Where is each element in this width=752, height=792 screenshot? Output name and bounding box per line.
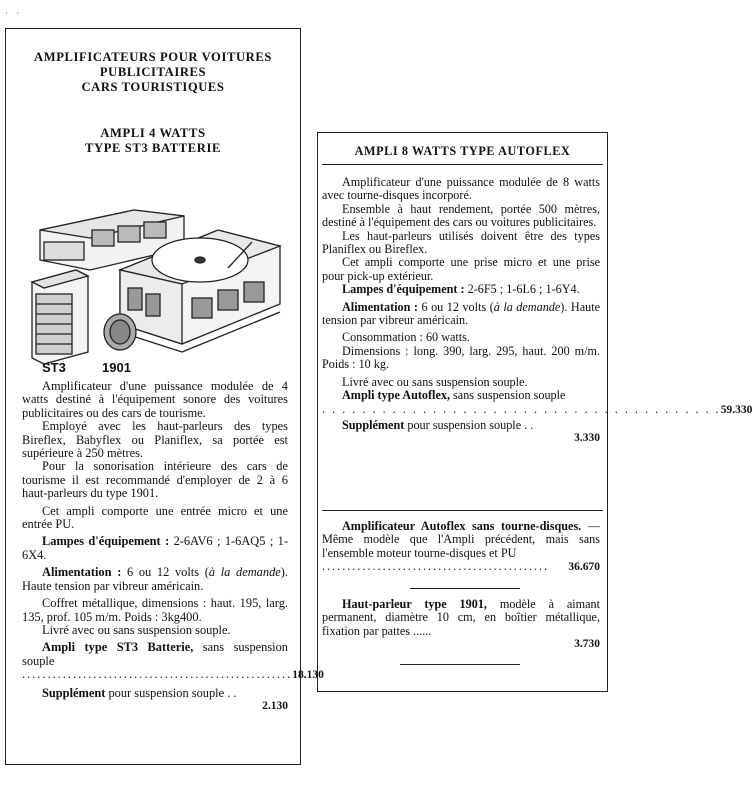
right-separator-2 [410,588,520,589]
right-item-2: Supplément pour suspension souple . . [342,417,534,432]
right-power-value-b: ). Haute tension par vibreur américain. [322,299,601,328]
right-item-3-price-row: ............................................. 36.670 [322,559,600,574]
left-para-4: Cet ampli comporte une entrée micro et une entrée PU. [22,503,288,532]
right-title-rule [322,164,603,165]
right-item-1-price: 59.330 [720,403,752,416]
left-item-1-name: Ampli type ST3 Batterie, [42,640,194,655]
header-line-2: PUBLICITAIRES [99,65,207,79]
right-lamps-value: 2-6F5 ; 1-6L6 ; 1-6Y4. [467,282,580,297]
right-item-4: Haut-parleur type 1901, modèle à aimant permanent, diamètre 10 cm, en boîtier métallique, fixation par pattes ...... [322,597,600,638]
figure-label-st3: ST3 [42,360,66,375]
left-power-label: Alimentation : [42,565,122,580]
left-item-1-price: 18.130 [292,669,324,682]
right-item-3 [322,520,600,560]
right-item-4-desc: modèle à aimant permanent, diamètre 10 cm, en boîtier métallique, fixation par pattes [322,597,600,638]
right-separator-1 [322,510,603,511]
right-lamps-label: Lampes d'équipement : [342,282,465,297]
right-delivered: Livré avec ou sans suspension souple. [342,374,528,389]
right-item-1 [322,389,600,402]
right-consumption: Consommation : 60 watts. [342,330,470,345]
left-item-2-price-row [22,700,288,713]
right-product-title: AMPLI 8 WATTS TYPE AUTOFLEX [354,144,571,158]
left-power-value-a: 6 ou 12 volts ( [127,565,209,580]
left-box-dimensions: Coffret métallique, dimensions : haut. 195, larg. 135, prof. 105 m/m. Poids : 3kg400. [22,596,288,624]
right-lamps [322,283,600,296]
left-para-1: Amplificateur d'une puissance modulée de 4 watts destiné à l'équipement sonore des voitures publicitaires ou des cars de tourisme. [22,379,288,420]
right-item-2-desc: pour suspension souple [407,417,522,432]
left-description [22,379,324,713]
left-power-value-italic: à la demande [208,565,281,580]
left-lamps-value: 2-6AV6 ; 1-6AQ5 ; 1-6X4. [22,534,289,562]
left-power-value-b: ). Haute tension par vibreur américain. [22,565,289,593]
left-item-2: Supplément pour suspension souple . . [42,685,237,700]
right-item-3-block [322,520,600,575]
left-item-1 [22,641,288,668]
right-item-2-name: Supplément [342,417,405,432]
right-description [322,175,752,446]
left-delivered: Livré avec ou sans suspension souple. [42,622,231,637]
right-para-4: Cet ampli comporte une prise micro et une prise pour pick-up extérieur. [322,255,600,283]
left-lamps-label: Lampes d'équipement : [42,534,170,549]
left-item-2-price: 2.130 [262,699,288,712]
left-power [22,566,288,593]
right-para-3: Les haut-parleurs utilisés doivent être des types Planiflex ou Bireflex. [322,228,600,257]
left-item-2-desc: pour suspension souple [108,685,225,700]
right-item-1-name: Ampli type Autoflex, [342,388,450,403]
right-item-4-price-row [322,638,600,651]
left-section-header [5,50,301,95]
right-item-2-price: 3.330 [574,432,600,445]
right-item-4-block [322,598,600,652]
right-para-1: Amplificateur d'une puissance modulée de 8 watts avec tourne-disques incorporé. [322,175,600,203]
header-line-3: CARS TOURISTIQUES [81,80,225,94]
right-item-4-price: 3.730 [574,638,600,651]
right-para-2: Ensemble à haut rendement, portée 500 mètres, destiné à l'équipement des cars ou voitures publicitaires. [322,201,600,230]
right-item-4-name: Haut-parleur type 1901, [342,597,487,611]
right-power-value-italic: à la demande [493,299,561,314]
left-item-2-name: Supplément [42,685,106,700]
left-para-2: Employé avec les haut-parleurs des types Bireflex, Babyflex ou Planiflex, sa portée est supérieure à 250 mètres. [22,419,288,461]
right-power-value-a: 6 ou 12 volts ( [421,299,494,314]
top-mark: · · [5,8,23,18]
header-line-1: AMPLIFICATEURS POUR VOITURES [34,50,272,64]
right-item-3-desc: — Même modèle que l'Ampli précédent, mais sans l'ensemble moteur tourne-disques et PU [322,519,600,560]
figure-label-1901: 1901 [102,360,131,375]
right-item-3-price: 36.670 [568,561,600,574]
right-power [322,301,600,328]
right-power-label: Alimentation : [342,299,418,314]
right-item-2-price-row [322,432,600,445]
right-dimensions: Dimensions : long. 390, larg. 295, haut. 200 m/m. Poids : 10 kg. [322,343,600,372]
right-separator-3 [400,664,520,665]
left-item-1-price-row: ..................................................... 18.130 [22,667,324,682]
title-line-2: TYPE ST3 BATTERIE [85,141,221,155]
left-lamps [22,535,288,562]
left-product-title [5,126,301,156]
left-item-1-desc: sans suspension souple [22,640,288,668]
left-para-3: Pour la sonorisation intérieure des cars de tourisme il est recommandé d'employer de 2 à 6 haut-parleurs du type 1901. [22,459,288,501]
right-item-1-price-row: . . . . . . . . . . . . . . . . . . . . . . . . . . . . . . . . . . . . . . . . 59.330 [322,401,752,416]
title-line-1: AMPLI 4 WATTS [100,126,206,140]
right-item-1-desc: sans suspension souple [453,388,566,403]
amplifier-illustration [22,172,292,377]
right-item-3-name: Amplificateur Autoflex sans tourne-disques. [342,519,582,533]
